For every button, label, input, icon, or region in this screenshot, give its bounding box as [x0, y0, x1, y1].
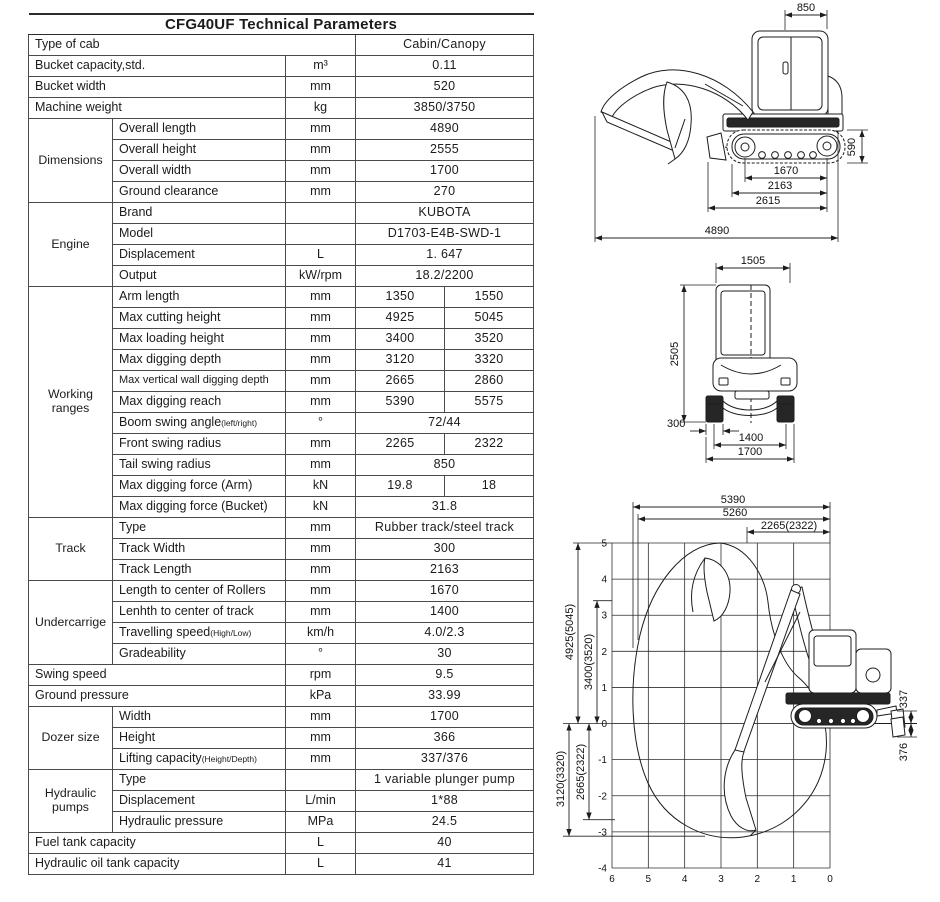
spec-label-cell [113, 329, 286, 350]
spec-value-cell: 0.11 [356, 56, 534, 77]
spec-label-text: Type [119, 772, 147, 787]
spec-unit-cell: L [286, 833, 356, 854]
spec-label-cell [29, 833, 286, 854]
y-axis-tick: 5 [601, 538, 607, 550]
spec-unit-cell: MPa [286, 812, 356, 833]
spec-label-cell [29, 686, 286, 707]
spec-label-cell [113, 539, 286, 560]
spec-unit-cell: mm [286, 371, 356, 392]
spec-unit-cell: kN [286, 497, 356, 518]
spec-label-cell [113, 371, 286, 392]
spec-value-cell: Rubber track/steel track [356, 518, 534, 539]
spec-unit-cell: kPa [286, 686, 356, 707]
spec-value-cell: 520 [356, 77, 534, 98]
spec-label-text: Ground pressure [35, 688, 129, 703]
spec-unit-cell: mm [286, 392, 356, 413]
spec-value-cell: 2665 [356, 371, 445, 392]
spec-value2-cell: 5575 [445, 392, 534, 413]
spec-label-cell [113, 581, 286, 602]
spec-label-cell [29, 854, 286, 875]
spec-unit-cell: mm [286, 119, 356, 140]
spec-unit-cell: mm [286, 539, 356, 560]
table-row [29, 98, 534, 119]
table-row [29, 770, 534, 791]
spec-label-cell [113, 287, 286, 308]
spec-label-cell [113, 266, 286, 287]
spec-label-cell [113, 350, 286, 371]
spec-label-note: (left/right) [221, 418, 258, 429]
table-row [29, 77, 534, 98]
spec-label-cell [113, 812, 286, 833]
spec-value-cell: 4.0/2.3 [356, 623, 534, 644]
spec-unit-cell [286, 770, 356, 791]
spec-group-cell: Engine [29, 203, 113, 287]
x-axis-tick: 4 [681, 873, 688, 885]
spec-value-cell: 1350 [356, 287, 445, 308]
spec-label-text: Swing speed [35, 667, 107, 682]
spec-value-cell: 366 [356, 728, 534, 749]
spec-label-text: Hydraulic pressure [119, 814, 224, 829]
spec-label-cell [113, 770, 286, 791]
spec-value-cell: 1700 [356, 707, 534, 728]
x-axis-tick: 3 [718, 873, 724, 885]
spec-label-note: (Height/Depth) [201, 754, 257, 765]
dim-loading-height: 3400(3520) [583, 633, 595, 691]
y-axis-tick: -4 [598, 863, 607, 875]
y-axis-tick: -3 [598, 827, 607, 839]
spec-label-cell [113, 728, 286, 749]
y-axis-tick: 4 [601, 574, 607, 586]
spec-value-cell: 270 [356, 182, 534, 203]
table-row [29, 287, 534, 308]
spec-value2-cell: 2860 [445, 371, 534, 392]
excavator-side-art [601, 31, 845, 164]
spec-unit-cell: mm [286, 434, 356, 455]
dim-cutting-height: 4925(5045) [564, 603, 576, 661]
table-row [29, 35, 534, 56]
spec-value-cell: 3120 [356, 350, 445, 371]
spec-value-cell: 337/376 [356, 749, 534, 770]
spec-unit-cell: mm [286, 77, 356, 98]
spec-unit-cell [286, 224, 356, 245]
y-axis-tick: 1 [601, 682, 607, 694]
spec-label-cell [113, 455, 286, 476]
excavator-rear-art [706, 285, 797, 423]
side-view-diagram [555, 0, 940, 258]
dim-vertical-wall-depth: 2665(2322) [575, 743, 587, 801]
spec-value-cell: KUBOTA [356, 203, 534, 224]
spec-label-cell [113, 161, 286, 182]
spec-label-text: Type of cab [35, 37, 100, 52]
spec-value-cell: 5390 [356, 392, 445, 413]
spec-value-cell: 40 [356, 833, 534, 854]
spec-label-text: Bucket capacity,std. [35, 58, 146, 73]
table-row [29, 203, 534, 224]
spec-label-text: Height [119, 730, 156, 745]
table-row [29, 518, 534, 539]
spec-value-cell: 33.99 [356, 686, 534, 707]
spec-label-text: Max digging force (Arm) [119, 478, 253, 493]
spec-label-text: Output [119, 268, 157, 283]
spec-unit-cell: mm [286, 455, 356, 476]
spec-value2-cell: 3520 [445, 329, 534, 350]
spec-unit-cell: mm [286, 182, 356, 203]
spec-unit-cell: L [286, 245, 356, 266]
spec-value2-cell: 18 [445, 476, 534, 497]
spec-value-cell: 24.5 [356, 812, 534, 833]
spec-label-note: (High/Low) [210, 628, 252, 639]
spec-label-text: Max vertical wall digging depth [119, 374, 269, 387]
spec-label-cell [113, 434, 286, 455]
spec-label-text: Lifting capacity [119, 751, 202, 766]
spec-label-cell [113, 644, 286, 665]
spec-label-cell [113, 623, 286, 644]
spec-value-cell: 1700 [356, 161, 534, 182]
spec-value-cell: 3850/3750 [356, 98, 534, 119]
spec-value-cell: 72/44 [356, 413, 534, 434]
excavator-range-art [692, 558, 918, 836]
spec-label-text: Track Length [119, 562, 192, 577]
spec-label-text: Width [119, 709, 151, 724]
spec-label-cell [29, 35, 356, 56]
spec-unit-cell: L/min [286, 791, 356, 812]
spec-unit-cell: kN [286, 476, 356, 497]
spec-label-text: Displacement [119, 793, 195, 808]
y-axis-tick: -1 [598, 755, 607, 767]
spec-value-cell: 18.2/2200 [356, 266, 534, 287]
spec-unit-cell: mm [286, 581, 356, 602]
spec-label-cell [29, 77, 286, 98]
spec-group-cell: Dimensions [29, 119, 113, 203]
spec-unit-cell: ° [286, 644, 356, 665]
spec-label-text: Tail swing radius [119, 457, 211, 472]
spec-unit-cell: mm [286, 308, 356, 329]
spec-value2-cell: 5045 [445, 308, 534, 329]
spec-value-cell: 1670 [356, 581, 534, 602]
spec-value-cell: 9.5 [356, 665, 534, 686]
spec-label-cell [29, 665, 286, 686]
spec-label-text: Front swing radius [119, 436, 222, 451]
dim-dozer-lift: 337 [898, 689, 910, 709]
spec-value-cell: 19.8 [356, 476, 445, 497]
spec-unit-cell: mm [286, 287, 356, 308]
dim-front-swing-radius: 2265(2322) [760, 520, 818, 532]
dim-track-gauge: 1400 [738, 432, 764, 444]
spec-label-text: Ground clearance [119, 184, 219, 199]
x-axis-tick: 0 [827, 873, 833, 885]
spec-group-cell: Undercarrige [29, 581, 113, 665]
spec-group-cell: Hydraulic pumps [29, 770, 113, 833]
spec-label-cell [113, 203, 286, 224]
spec-label-text: Track Width [119, 541, 186, 556]
spec-value-cell: 2555 [356, 140, 534, 161]
spec-unit-cell: mm [286, 728, 356, 749]
spec-value-cell: 2265 [356, 434, 445, 455]
spec-unit-cell [286, 203, 356, 224]
spec-label-text: Type [119, 520, 147, 535]
spec-label-text: Overall height [119, 142, 197, 157]
dim-overall-width: 1700 [737, 446, 763, 458]
spec-label-cell [113, 707, 286, 728]
spec-label-text: Max cutting height [119, 310, 221, 325]
spec-unit-cell: mm [286, 329, 356, 350]
spec-label-cell [113, 308, 286, 329]
table-row [29, 707, 534, 728]
working-range-diagram [555, 480, 940, 902]
spec-group-cell: Dozer size [29, 707, 113, 770]
spec-label-cell [113, 497, 286, 518]
dim-undercarriage-length: 2615 [755, 195, 781, 207]
table-row [29, 665, 534, 686]
spec-value-cell: 4925 [356, 308, 445, 329]
x-axis-tick: 1 [790, 873, 797, 885]
spec-label-text: Brand [119, 205, 153, 220]
spec-label-cell [113, 476, 286, 497]
spec-label-cell [113, 182, 286, 203]
spec-unit-cell: km/h [286, 623, 356, 644]
spec-value-cell: 1 variable plunger pump [356, 770, 534, 791]
table-row [29, 833, 534, 854]
spec-label-cell [113, 749, 286, 770]
spec-label-text: Overall width [119, 163, 192, 178]
dim-dozer-drop: 376 [898, 742, 910, 762]
spec-label-cell [113, 140, 286, 161]
dim-digging-depth: 3120(3320) [555, 750, 567, 808]
spec-label-text: Bucket width [35, 79, 106, 94]
x-axis-tick: 2 [754, 873, 761, 885]
spec-value-cell: 300 [356, 539, 534, 560]
spec-unit-cell: mm [286, 560, 356, 581]
dim-overall-height: 2505 [669, 341, 681, 367]
rear-view-diagram [620, 255, 940, 483]
spec-unit-cell: L [286, 854, 356, 875]
table-row [29, 581, 534, 602]
spec-label-text: Hydraulic oil tank capacity [35, 856, 180, 871]
table-title-row [29, 14, 534, 35]
spec-label-cell [113, 518, 286, 539]
spec-unit-cell: kg [286, 98, 356, 119]
spec-label-text: Arm length [119, 289, 180, 304]
table-row [29, 686, 534, 707]
spec-label-text: Max loading height [119, 331, 224, 346]
spec-value-cell: 31.8 [356, 497, 534, 518]
spec-value-cell: 1*88 [356, 791, 534, 812]
spec-label-cell [29, 56, 286, 77]
dim-track-shoe-width: 300 [667, 418, 686, 430]
table-row [29, 854, 534, 875]
spec-unit-cell: m³ [286, 56, 356, 77]
dim-reach-max: 5390 [720, 494, 746, 506]
spec-label-text: Overall length [119, 121, 197, 136]
page-title: CFG40UF Technical Parameters [29, 14, 534, 35]
spec-value2-cell: 3320 [445, 350, 534, 371]
spec-label-text: Length to center of Rollers [119, 583, 266, 598]
spec-label-cell [113, 245, 286, 266]
table-row [29, 119, 534, 140]
spec-group-cell: Working ranges [29, 287, 113, 518]
spec-unit-cell: rpm [286, 665, 356, 686]
x-axis-tick: 6 [609, 873, 615, 885]
spec-value2-cell: 1550 [445, 287, 534, 308]
spec-unit-cell: mm [286, 518, 356, 539]
spec-unit-cell: mm [286, 602, 356, 623]
spec-label-text: Max digging depth [119, 352, 222, 367]
dim-cab-width: 1505 [740, 255, 766, 267]
dim-reach-ground: 5260 [722, 507, 748, 519]
spec-group-cell: Track [29, 518, 113, 581]
spec-value-cell: D1703-E4B-SWD-1 [356, 224, 534, 245]
spec-value-cell: 41 [356, 854, 534, 875]
spec-unit-cell: mm [286, 350, 356, 371]
x-axis-tick: 5 [645, 873, 652, 885]
spec-value-cell: 1. 647 [356, 245, 534, 266]
spec-unit-cell: mm [286, 140, 356, 161]
spec-unit-cell: kW/rpm [286, 266, 356, 287]
spec-label-text: Max digging force (Bucket) [119, 499, 268, 514]
y-axis-tick: 2 [601, 646, 607, 658]
dim-overall-length: 4890 [704, 225, 730, 237]
spec-label-cell [113, 413, 286, 434]
spec-label-cell [29, 98, 286, 119]
spec-label-text: Gradeability [119, 646, 186, 661]
spec-label-text: Boom swing angle [119, 415, 222, 430]
y-axis-tick: -2 [598, 791, 607, 803]
spec-value-cell: 1400 [356, 602, 534, 623]
spec-label-text: Model [119, 226, 154, 241]
spec-label-cell [113, 602, 286, 623]
dim-track-length: 2163 [767, 180, 793, 192]
spec-label-cell [113, 392, 286, 413]
spec-label-cell [113, 791, 286, 812]
spec-label-text: Lenhth to center of track [119, 604, 254, 619]
spec-value-cell: 4890 [356, 119, 534, 140]
spec-label-cell [113, 224, 286, 245]
y-axis-tick: 3 [601, 610, 607, 622]
spec-label-text: Fuel tank capacity [35, 835, 136, 850]
spec-value-cell: 30 [356, 644, 534, 665]
spec-label-cell [113, 119, 286, 140]
dim-tail-swing: 850 [796, 2, 816, 14]
spec-value-cell: 3400 [356, 329, 445, 350]
dim-roller-length: 1670 [773, 165, 799, 177]
y-axis-tick: 0 [601, 719, 607, 731]
spec-label-text: Displacement [119, 247, 195, 262]
spec-table [28, 13, 534, 875]
spec-value2-cell: 2322 [445, 434, 534, 455]
spec-label-text: Max digging reach [119, 394, 222, 409]
spec-unit-cell: ° [286, 413, 356, 434]
spec-unit-cell: mm [286, 161, 356, 182]
spec-unit-cell: mm [286, 707, 356, 728]
spec-value-cell: 850 [356, 455, 534, 476]
spec-unit-cell: mm [286, 749, 356, 770]
spec-value-cell: 2163 [356, 560, 534, 581]
dim-track-height: 590 [846, 137, 858, 157]
spec-label-text: Machine weight [35, 100, 122, 115]
table-row [29, 56, 534, 77]
spec-label-cell [113, 560, 286, 581]
spec-value-cell: Cabin/Canopy [356, 35, 534, 56]
spec-label-text: Travelling speed [119, 625, 211, 640]
